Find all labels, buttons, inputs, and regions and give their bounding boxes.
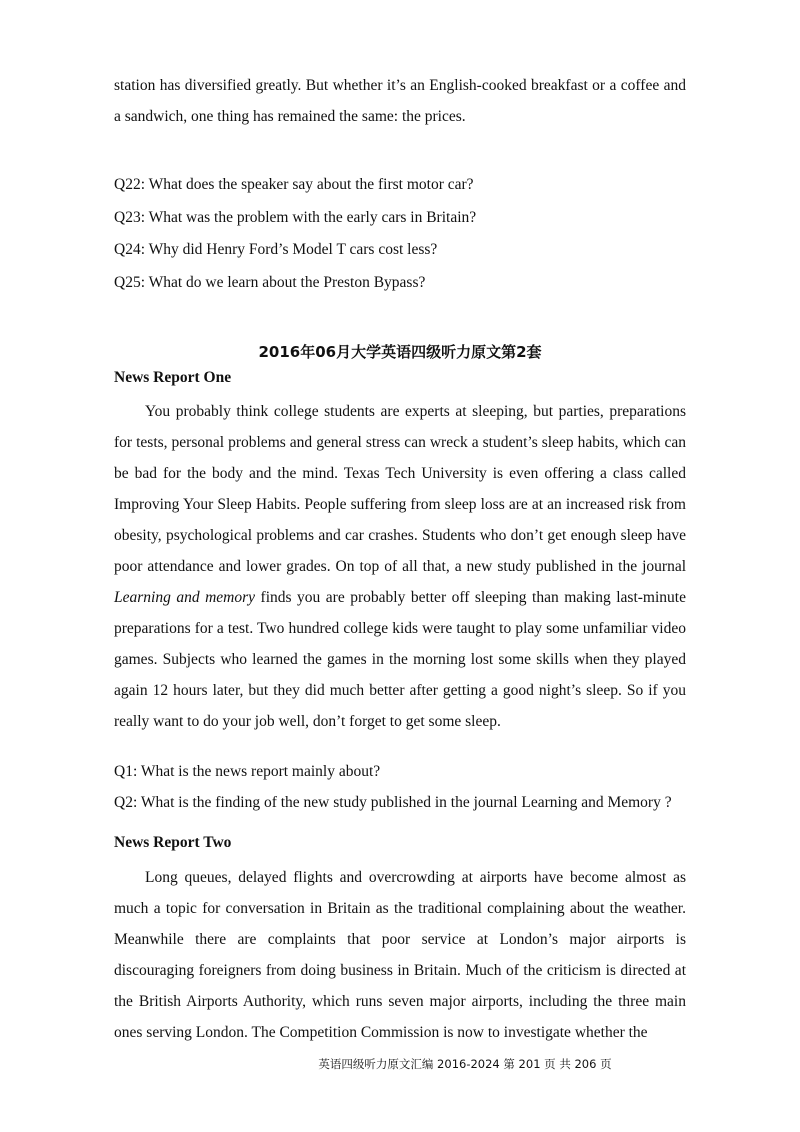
report-one-text-after: finds you are probably better off sleeping than making last-minute preparations for a test. Two hundred college kids were taught to play some unfamiliar video games. Subjects who learned the games in the morning lost some skills when they played again 12 hours later, but they did much better after getting a good night’s sleep. So if you really want to do your job well, don’t forget to get some sleep. bbox=[114, 589, 686, 730]
report-two-heading: News Report Two bbox=[114, 834, 232, 851]
report-one-heading: News Report One bbox=[114, 369, 232, 386]
question-item: Q24: Why did Henry Ford’s Model T cars cost less? bbox=[114, 241, 438, 259]
page-footer: 英语四级听力原文汇编 2016-2024 第 201 页 共 206 页 bbox=[318, 1057, 612, 1071]
question-item: Q23: What was the problem with the early cars in Britain? bbox=[114, 208, 477, 226]
continuation-paragraph: station has diversified greatly. But whether it’s an English-cooked breakfast or a coffee and a sandwich, one thing has remained the same: the prices. bbox=[114, 77, 686, 125]
journal-title: Learning and memory bbox=[114, 589, 256, 606]
question-list-report-one bbox=[114, 757, 694, 818]
question-item: Q2: What is the finding of the new study published in the journal Learning and Memory ? bbox=[114, 793, 672, 811]
question-item: Q1: What is the news report mainly about? bbox=[114, 763, 381, 780]
report-two-paragraph: Long queues, delayed flights and overcrowding at airports have become almost as much a topic for conversation in Britain as the traditional complaining about the weather. Meanwhile there are complaints that poor service at London’s major airports is discouraging foreigners from doing business in Britain. Much of the criticism is directed at the British Airports Authority, which runs seven major airports, including the three main ones serving London. The Competition Commission is now to investigate whether the bbox=[114, 869, 686, 1041]
question-list-set1 bbox=[114, 169, 694, 299]
question-item: Q22: What does the speaker say about the first motor car? bbox=[114, 176, 474, 193]
question-item: Q25: What do we learn about the Preston Bypass? bbox=[114, 273, 426, 291]
section-title: 2016年06月大学英语四级听力原文第2套 bbox=[258, 343, 542, 361]
report-one-paragraph bbox=[114, 396, 686, 737]
report-one-text-before: You probably think college students are experts at sleeping, but parties, preparations for tests, personal problems and general stress can wreck a student’s sleep habits, which can be bad for the body and the mind. Texas Tech University is even offering a class called Improving Your Sleep Habits. People suffering from sleep loss are at an increased risk from obesity, psychological problems and car crashes. Students who don’t get enough sleep have poor attendance and lower grades. On top of all that, a new study published in the journal bbox=[114, 403, 686, 575]
